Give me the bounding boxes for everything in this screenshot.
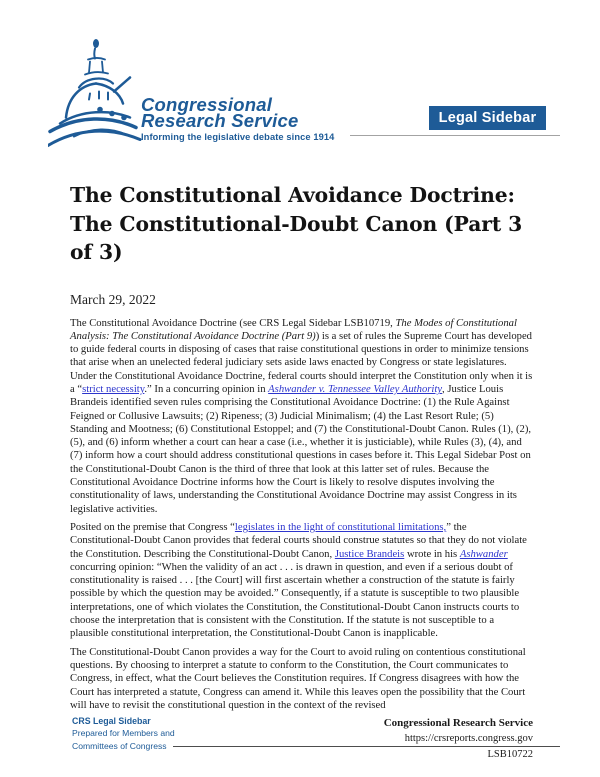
body-paragraph [70, 521, 533, 641]
footer-left-line3: Committees of Congress [72, 741, 167, 751]
footer-left-title: CRS Legal Sidebar [72, 716, 151, 726]
body-paragraph [70, 317, 533, 516]
brand-line-2: Research Service [141, 110, 299, 131]
footer-url: https://crsreports.congress.gov [404, 733, 533, 745]
body-text-run: The Constitutional-Doubt Canon provides a way for the Court to avoid ruling on contentious constitutional questions. By choosing to interpret a statute to conform to the Constitution, the Court communicates to Congress, in effect, what the Court believes the Constitution requires. If Congress disagrees with how the Court has interpreted a statute, Congress can amend it. While this leaves open the possibility that the Court will have to revisit the constitutional question in the context of the revised [70, 646, 526, 711]
crs-brand [141, 94, 335, 142]
footer-divider [173, 746, 560, 747]
brand-tagline: Informing the legislative debate since 1914 [141, 132, 335, 142]
inline-link[interactable]: strict necessity [82, 383, 145, 395]
body-text-run: concurring opinion: “When the validity of an act . . . is drawn in question, and even if a serious doubt of constitutionality is raised . . . [the Court] will first ascertain whether a construction of the statute is fairly possible by which the question may be avoided.” Consequently, if a statute is susceptible to two plausible interpretations, one of which violates the Constitution, the Constitutional-Doubt Canon instructs courts to choose the interpretation that is consistent with the Constitution. If the statute is not susceptible to a plausible constitutional interpretation, the Constitutional-Doubt Canon is inapplicable. [70, 561, 520, 640]
crs-footer-left [72, 716, 560, 752]
body-text-run: , Justice Louis Brandeis identified seven rules comprising the Constitutional Avoidance Doctrine: (1) the Rule Against Feigned or Collusive Lawsuits; (2) Ripeness; (3) Judicial Minimalism; (4) the Last Resort Rule; (5) Standing and Mootness; (6) Constitutional Estoppel; and (7) the Constitutional-Doubt Canon. Rules (1), (2), (5), and (6) inform whether a court can hear a case (i.e., whether it is justiciable), while Rules (3), (4), and (7) inform how a court should address constitutional questions in cases before it. This Legal Sidebar Post on the Constitutional-Doubt Canon is the third of three that look at this latter set of rules. Because the Constitutional Avoidance Doctrine informs how the Court is likely to resolve disputes involving the constitutionality of laws, understanding the Constitutional Avoidance Doctrine may assist Congress in its legislative activities. [70, 383, 532, 515]
document-body [70, 317, 533, 713]
inline-link[interactable]: Ashwander [459, 548, 508, 560]
footer-doc-id: LSB10722 [487, 749, 533, 761]
page-title: The Constitutional Avoidance Doctrine: The Constitutional-Doubt Canon (Part 3 of 3) [70, 183, 523, 264]
body-text-run: Posited on the premise that Congress “ [70, 521, 235, 533]
legal-sidebar-badge: Legal Sidebar [429, 106, 546, 130]
body-text-run: ” the Constitutional-Doubt Canon provides that federal courts should construe statutes so that they do not violate the Constitution. Describing the Constitutional-Doubt Canon, [70, 521, 527, 560]
body-text-run: The Modes of Constitutional Analysis: The Constitutional Avoidance Doctrine (Part 9) [70, 317, 517, 342]
header-divider [350, 135, 560, 136]
document-date: March 29, 2022 [70, 291, 156, 307]
footer-org: Congressional Research Service [383, 717, 533, 730]
body-text-run: .” In a concurring opinion in [144, 383, 269, 395]
inline-link[interactable]: Justice Brandeis [334, 548, 405, 560]
body-paragraph [70, 646, 533, 712]
inline-link[interactable]: Ashwander v. Tennessee Valley Authority [268, 383, 443, 395]
body-text-run: The Constitutional Avoidance Doctrine (see CRS Legal Sidebar LSB10719, [70, 317, 396, 329]
footer-left-line2: Prepared for Members and [72, 728, 175, 738]
inline-link[interactable]: legislates in the light of constitutional limitations, [234, 521, 447, 533]
body-text-run: wrote in his [404, 548, 460, 560]
brand-line-1: Congressional [141, 94, 273, 115]
body-text-run: ) is a set of rules the Supreme Court has developed to guide federal courts in disposing of cases that raise constitutional questions in order to minimize tensions that arise when an unelected federal judiciary sets aside laws enacted by Congress or state legislatures. Under the Constitutional Avoidance Doctrine, federal courts should interpret the Constitution only when it is a “ [70, 330, 533, 395]
